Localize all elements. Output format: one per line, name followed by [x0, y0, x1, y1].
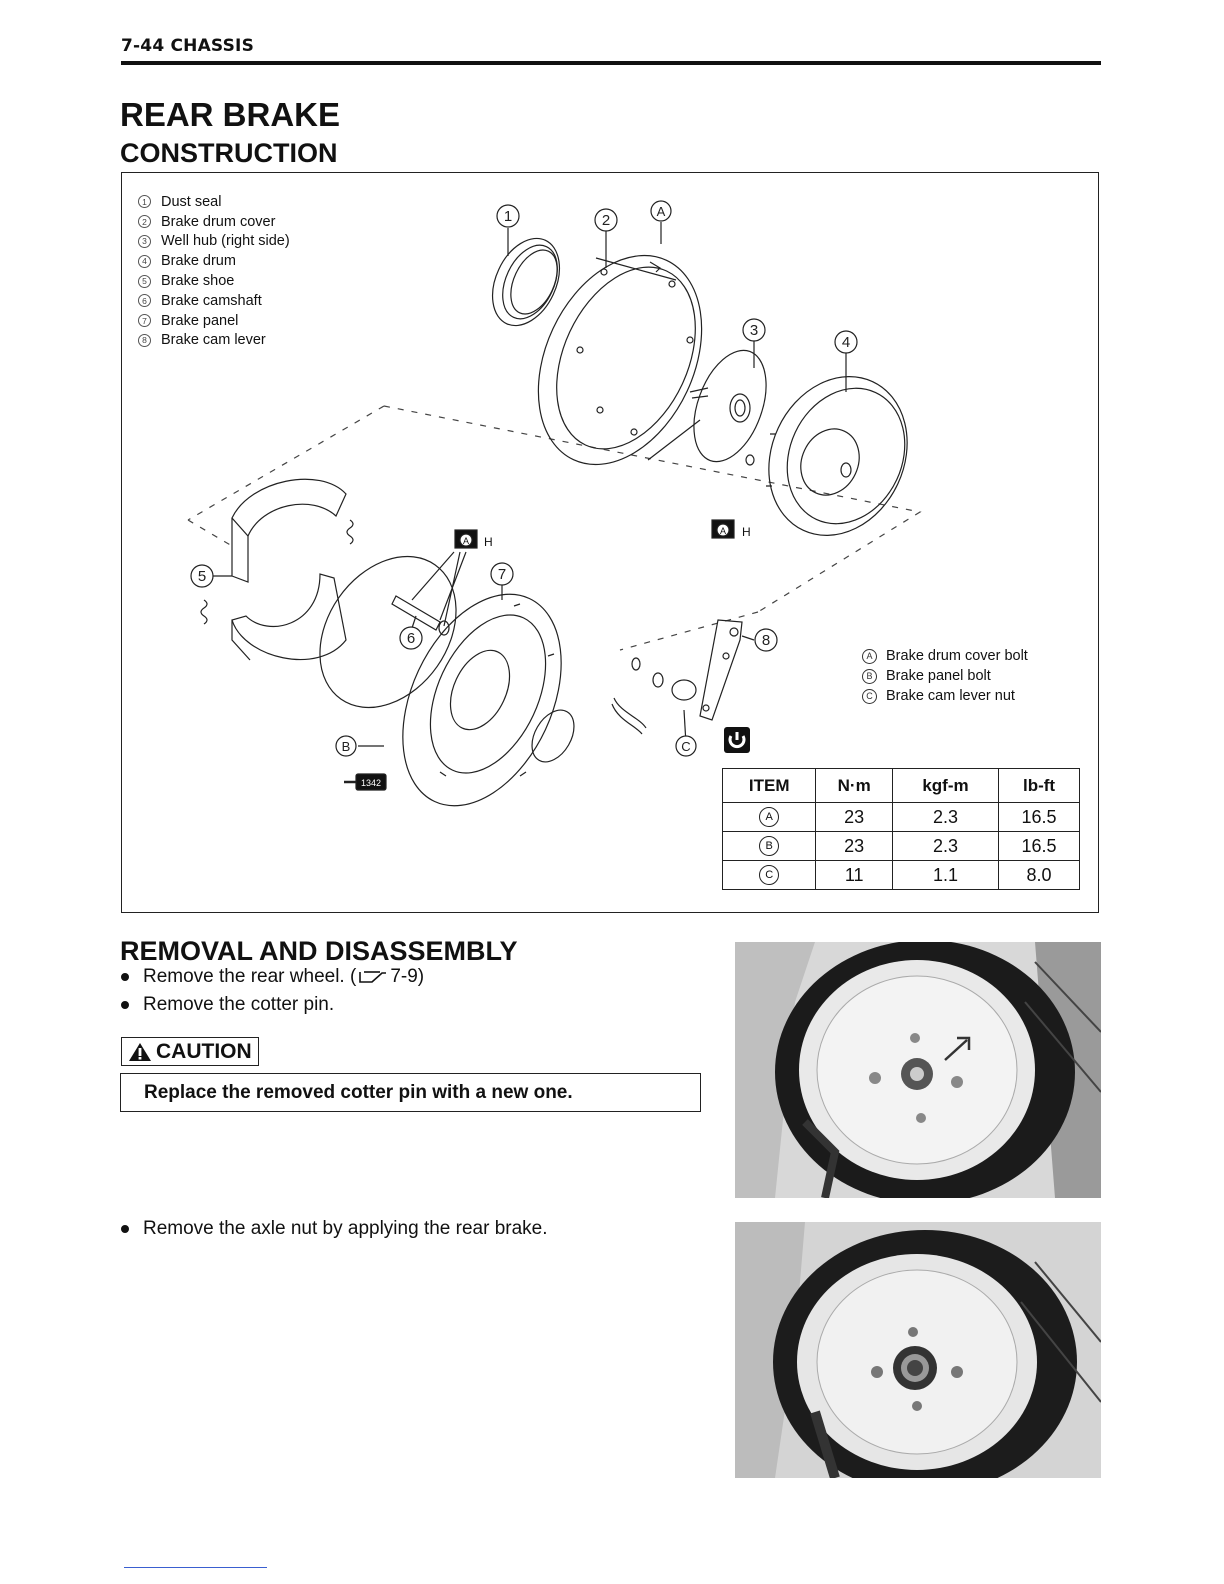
- step-ref: 7-9): [390, 966, 425, 987]
- thread-lock-icon: [344, 774, 386, 790]
- brake-cam-lever-drawing: [612, 620, 742, 734]
- grease-symbol-icon: [455, 530, 493, 549]
- torque-lbft: 16.5: [999, 832, 1080, 861]
- grease-symbol-icon: [712, 520, 751, 539]
- callout-5: 5: [197, 568, 207, 585]
- o-ring-drawing: [292, 530, 484, 733]
- part-number-badge: 3: [138, 235, 151, 248]
- step-text: Remove the rear wheel. (: [143, 966, 357, 987]
- torque-kgfm: 2.3: [892, 803, 998, 832]
- part-number-badge: 6: [138, 294, 151, 307]
- svg-text:A: A: [462, 536, 470, 546]
- header-rule: [121, 61, 1101, 65]
- part-label: Brake drum cover: [161, 213, 276, 230]
- torque-nm: 23: [816, 832, 892, 861]
- list-item: [121, 966, 424, 988]
- axle-nut-photo: [735, 1222, 1101, 1478]
- svg-text:1342: 1342: [360, 778, 382, 788]
- callout-1: 1: [503, 208, 513, 225]
- callout-6: 6: [406, 630, 416, 647]
- column-header: lb-ft: [999, 769, 1080, 803]
- table-row: [723, 803, 1080, 832]
- part-number-badge: 2: [138, 215, 151, 228]
- list-item: [121, 994, 334, 1016]
- caution-box: [120, 1073, 701, 1112]
- bolt-letter-badge: A: [862, 649, 877, 664]
- column-header: N·m: [816, 769, 892, 803]
- callout-7: 7: [497, 566, 507, 583]
- page-label: 7-44 CHASSIS: [121, 36, 255, 56]
- list-item: [121, 1218, 548, 1240]
- page-header: [121, 36, 1101, 66]
- callout-2: 2: [601, 212, 611, 229]
- caution-text: Replace the removed cotter pin with a new one.: [144, 1081, 573, 1103]
- list-item: [862, 686, 1028, 706]
- bolt-letter-badge: C: [862, 689, 877, 704]
- torque-kgfm: 2.3: [892, 832, 998, 861]
- item-letter: B: [759, 836, 779, 856]
- table-row: [723, 861, 1080, 890]
- column-header: kgf-m: [892, 769, 998, 803]
- bullet-icon: [121, 1001, 129, 1009]
- callout-a: A: [656, 204, 666, 219]
- bolt-letter-badge: B: [862, 669, 877, 684]
- callout-b: B: [341, 739, 351, 754]
- brake-shoe-drawing: [201, 479, 353, 660]
- torque-table: [722, 768, 1080, 890]
- column-header: ITEM: [723, 769, 816, 803]
- bolt-label: Brake cam lever nut: [886, 688, 1015, 704]
- callout-4: 4: [841, 334, 851, 351]
- caution-label: [121, 1037, 259, 1066]
- part-label: Well hub (right side): [161, 233, 290, 250]
- callout-c: C: [681, 739, 691, 754]
- cotter-pin-photo: [735, 942, 1101, 1198]
- list-item: [862, 666, 1028, 686]
- svg-text:H: H: [484, 535, 493, 549]
- part-label: Brake cam lever: [161, 332, 266, 349]
- brake-panel-drawing: [371, 569, 593, 831]
- torque-nm: 11: [816, 861, 892, 890]
- torque-wrench-icon: [724, 727, 750, 753]
- wheel-hub-drawing: [680, 341, 780, 472]
- brake-camshaft-drawing: [392, 596, 449, 635]
- part-label: Brake shoe: [161, 273, 235, 290]
- page-title: REAR BRAKE: [120, 96, 341, 133]
- torque-lbft: 8.0: [999, 861, 1080, 890]
- callout-3: 3: [749, 322, 759, 339]
- step-text: Remove the axle nut by applying the rear brake.: [143, 1218, 548, 1239]
- removal-section-title: REMOVAL AND DISASSEMBLY: [120, 936, 518, 966]
- bullet-icon: [121, 1225, 129, 1233]
- svg-text:A: A: [719, 526, 727, 536]
- bolt-legend: [862, 646, 1028, 706]
- warning-icon: [128, 1042, 152, 1062]
- torque-nm: 23: [816, 803, 892, 832]
- reference-hand-icon: [358, 969, 388, 985]
- brake-drum-drawing: [744, 354, 933, 558]
- torque-kgfm: 1.1: [892, 861, 998, 890]
- part-number-badge: 8: [138, 334, 151, 347]
- part-number-badge: 1: [138, 195, 151, 208]
- footer-link-underline: [124, 1567, 267, 1568]
- svg-text:H: H: [742, 525, 751, 539]
- item-letter: A: [759, 807, 779, 827]
- part-label: Brake panel: [161, 312, 239, 329]
- part-number-badge: 5: [138, 275, 151, 288]
- bolt-label: Brake drum cover bolt: [886, 648, 1028, 664]
- torque-lbft: 16.5: [999, 803, 1080, 832]
- dust-seal-drawing: [479, 228, 572, 337]
- caution-label-text: CAUTION: [156, 1039, 252, 1063]
- bolt-label: Brake panel bolt: [886, 668, 991, 684]
- part-label: Brake drum: [161, 253, 236, 270]
- callout-8: 8: [761, 632, 771, 649]
- part-label: Brake camshaft: [161, 292, 262, 309]
- item-letter: C: [759, 865, 779, 885]
- part-number-badge: 7: [138, 314, 151, 327]
- part-label: Dust seal: [161, 193, 222, 210]
- bullet-icon: [121, 973, 129, 981]
- section-subtitle: CONSTRUCTION: [120, 138, 338, 168]
- table-header-row: [723, 769, 1080, 803]
- table-row: [723, 832, 1080, 861]
- list-item: [862, 646, 1028, 666]
- part-number-badge: 4: [138, 255, 151, 268]
- step-text: Remove the cotter pin.: [143, 994, 335, 1015]
